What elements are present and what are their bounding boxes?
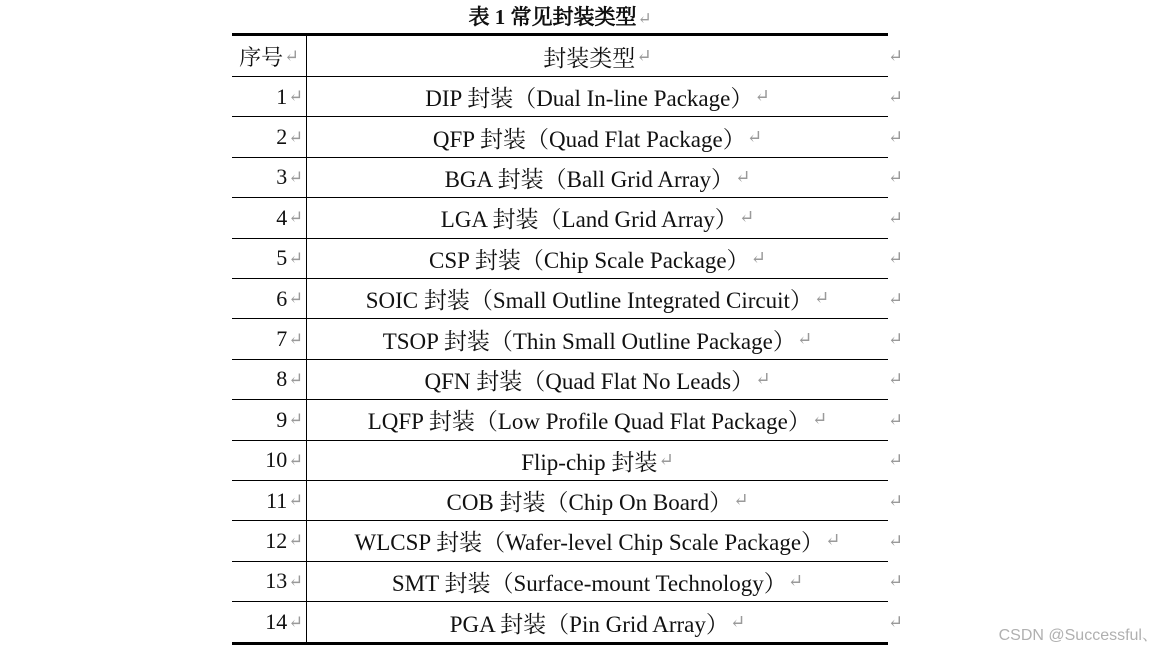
paragraph-mark-icon: ↵ xyxy=(288,328,303,349)
row-end-mark-icon: ↵ xyxy=(888,530,904,551)
paragraph-mark-icon: ↵ xyxy=(750,247,766,268)
table-header-row xyxy=(232,36,888,77)
paragraph-mark-icon: ↵ xyxy=(288,288,303,309)
row-number: 13 xyxy=(265,568,288,594)
cell-type xyxy=(307,400,888,439)
package-type: QFN 封装（Quad Flat No Leads） xyxy=(424,368,755,394)
table-row xyxy=(232,481,888,521)
cell-type xyxy=(307,158,888,197)
cell-no xyxy=(232,158,307,197)
row-end-mark-icon: ↵ xyxy=(888,329,904,350)
paragraph-mark-icon: ↵ xyxy=(288,449,303,470)
package-type: SMT 封装（Surface-mount Technology） xyxy=(391,570,787,596)
paragraph-mark-icon: ↵ xyxy=(636,45,652,66)
paragraph-mark-icon: ↵ xyxy=(284,45,299,66)
package-type: CSP 封装（Chip Scale Package） xyxy=(429,247,750,273)
cell-no xyxy=(232,360,307,399)
table-row xyxy=(232,360,888,400)
paragraph-mark-icon: ↵ xyxy=(288,207,303,228)
row-end-mark-icon: ↵ xyxy=(888,86,904,107)
row-number: 12 xyxy=(265,527,288,553)
cell-no xyxy=(232,562,307,601)
cell-no xyxy=(232,400,307,439)
paragraph-mark-icon: ↵ xyxy=(729,611,746,632)
package-type: BGA 封装（Ball Grid Array） xyxy=(444,166,734,192)
package-type: QFP 封装（Quad Flat Package） xyxy=(432,126,746,152)
paragraph-mark-icon: ↵ xyxy=(288,126,303,147)
header-no-label: 序号 xyxy=(239,44,284,70)
paragraph-mark-icon: ↵ xyxy=(754,86,770,107)
package-type: WLCSP 封装（Wafer-level Chip Scale Package） xyxy=(354,530,825,556)
paragraph-mark-icon: ↵ xyxy=(733,490,749,511)
row-number: 14 xyxy=(265,609,288,635)
paragraph-mark-icon: ↵ xyxy=(637,9,652,28)
cell-no xyxy=(232,441,307,480)
row-end-mark-icon: ↵ xyxy=(888,46,904,66)
cell-type xyxy=(307,117,888,156)
table-row xyxy=(232,602,888,642)
paragraph-mark-icon: ↵ xyxy=(796,328,813,349)
paragraph-mark-icon: ↵ xyxy=(738,207,755,228)
cell-no xyxy=(232,481,307,520)
paragraph-mark-icon: ↵ xyxy=(658,449,674,470)
package-type: LGA 封装（Land Grid Array） xyxy=(440,207,738,233)
cell-no xyxy=(232,198,307,237)
cell-type xyxy=(307,279,888,318)
paragraph-mark-icon: ↵ xyxy=(811,409,828,430)
table-caption xyxy=(0,4,1120,32)
caption-text: 表 1 常见封装类型 xyxy=(468,5,637,29)
row-end-mark-icon: ↵ xyxy=(888,127,904,148)
row-number: 5 xyxy=(276,245,288,271)
row-end-marks xyxy=(888,36,908,642)
row-end-mark-icon: ↵ xyxy=(888,207,904,228)
cell-type xyxy=(307,319,888,358)
cell-type xyxy=(307,77,888,116)
table-row xyxy=(232,158,888,198)
row-number: 3 xyxy=(276,164,288,190)
row-end-mark-icon: ↵ xyxy=(888,571,904,592)
paragraph-mark-icon: ↵ xyxy=(288,247,303,268)
row-number: 10 xyxy=(265,447,288,473)
paragraph-mark-icon: ↵ xyxy=(288,530,303,551)
package-types-table xyxy=(232,33,888,645)
package-type: SOIC 封装（Small Outline Integrated Circuit） xyxy=(365,288,813,314)
watermark: CSDN @Successful、 xyxy=(998,627,1158,644)
package-type: DIP 封装（Dual In-line Package） xyxy=(425,86,754,112)
table-row xyxy=(232,521,888,561)
cell-no xyxy=(232,602,307,642)
table-row xyxy=(232,117,888,157)
cell-type xyxy=(307,360,888,399)
row-number: 11 xyxy=(266,487,288,513)
row-end-mark-icon: ↵ xyxy=(888,369,904,390)
row-number: 8 xyxy=(276,366,288,392)
table-row xyxy=(232,77,888,117)
table-row xyxy=(232,239,888,279)
cell-type xyxy=(307,602,888,642)
cell-no xyxy=(232,117,307,156)
table-row xyxy=(232,562,888,602)
row-end-mark-icon: ↵ xyxy=(888,490,904,511)
paragraph-mark-icon: ↵ xyxy=(288,368,303,389)
cell-type xyxy=(307,441,888,480)
table-row xyxy=(232,400,888,440)
paragraph-mark-icon: ↵ xyxy=(288,570,303,591)
row-number: 4 xyxy=(276,204,288,230)
row-number: 7 xyxy=(276,326,288,352)
table-row xyxy=(232,319,888,359)
row-end-mark-icon: ↵ xyxy=(888,611,904,632)
cell-no xyxy=(232,319,307,358)
row-end-mark-icon: ↵ xyxy=(888,409,904,430)
package-type: TSOP 封装（Thin Small Outline Package） xyxy=(382,328,796,354)
header-no xyxy=(232,36,307,76)
cell-no xyxy=(232,77,307,116)
paragraph-mark-icon: ↵ xyxy=(288,490,303,511)
table-row xyxy=(232,279,888,319)
paragraph-mark-icon: ↵ xyxy=(825,530,841,551)
row-number: 9 xyxy=(276,406,288,432)
cell-no xyxy=(232,521,307,560)
package-type: COB 封装（Chip On Board） xyxy=(446,490,733,516)
paragraph-mark-icon: ↵ xyxy=(734,166,751,187)
paragraph-mark-icon: ↵ xyxy=(288,166,303,187)
paragraph-mark-icon: ↵ xyxy=(288,611,303,632)
cell-type xyxy=(307,562,888,601)
paragraph-mark-icon: ↵ xyxy=(288,409,303,430)
package-type: PGA 封装（Pin Grid Array） xyxy=(449,611,729,637)
paragraph-mark-icon: ↵ xyxy=(787,570,804,591)
row-end-mark-icon: ↵ xyxy=(888,248,904,269)
paragraph-mark-icon: ↵ xyxy=(813,288,830,309)
cell-no xyxy=(232,239,307,278)
table-row xyxy=(232,441,888,481)
package-type: Flip-chip 封装 xyxy=(521,449,658,475)
cell-type xyxy=(307,239,888,278)
row-number: 6 xyxy=(276,285,288,311)
row-number: 2 xyxy=(276,124,288,150)
paragraph-mark-icon: ↵ xyxy=(288,86,303,107)
header-type xyxy=(307,36,888,76)
cell-type xyxy=(307,521,888,560)
cell-no xyxy=(232,279,307,318)
package-type: LQFP 封装（Low Profile Quad Flat Package） xyxy=(367,409,811,435)
row-number: 1 xyxy=(276,83,288,109)
row-end-mark-icon: ↵ xyxy=(888,167,904,188)
cell-type xyxy=(307,198,888,237)
row-end-mark-icon: ↵ xyxy=(888,450,904,471)
header-type-label: 封装类型 xyxy=(543,45,636,71)
cell-type xyxy=(307,481,888,520)
paragraph-mark-icon: ↵ xyxy=(746,126,763,147)
row-end-mark-icon: ↵ xyxy=(888,288,904,309)
table-row xyxy=(232,198,888,238)
paragraph-mark-icon: ↵ xyxy=(755,368,771,389)
